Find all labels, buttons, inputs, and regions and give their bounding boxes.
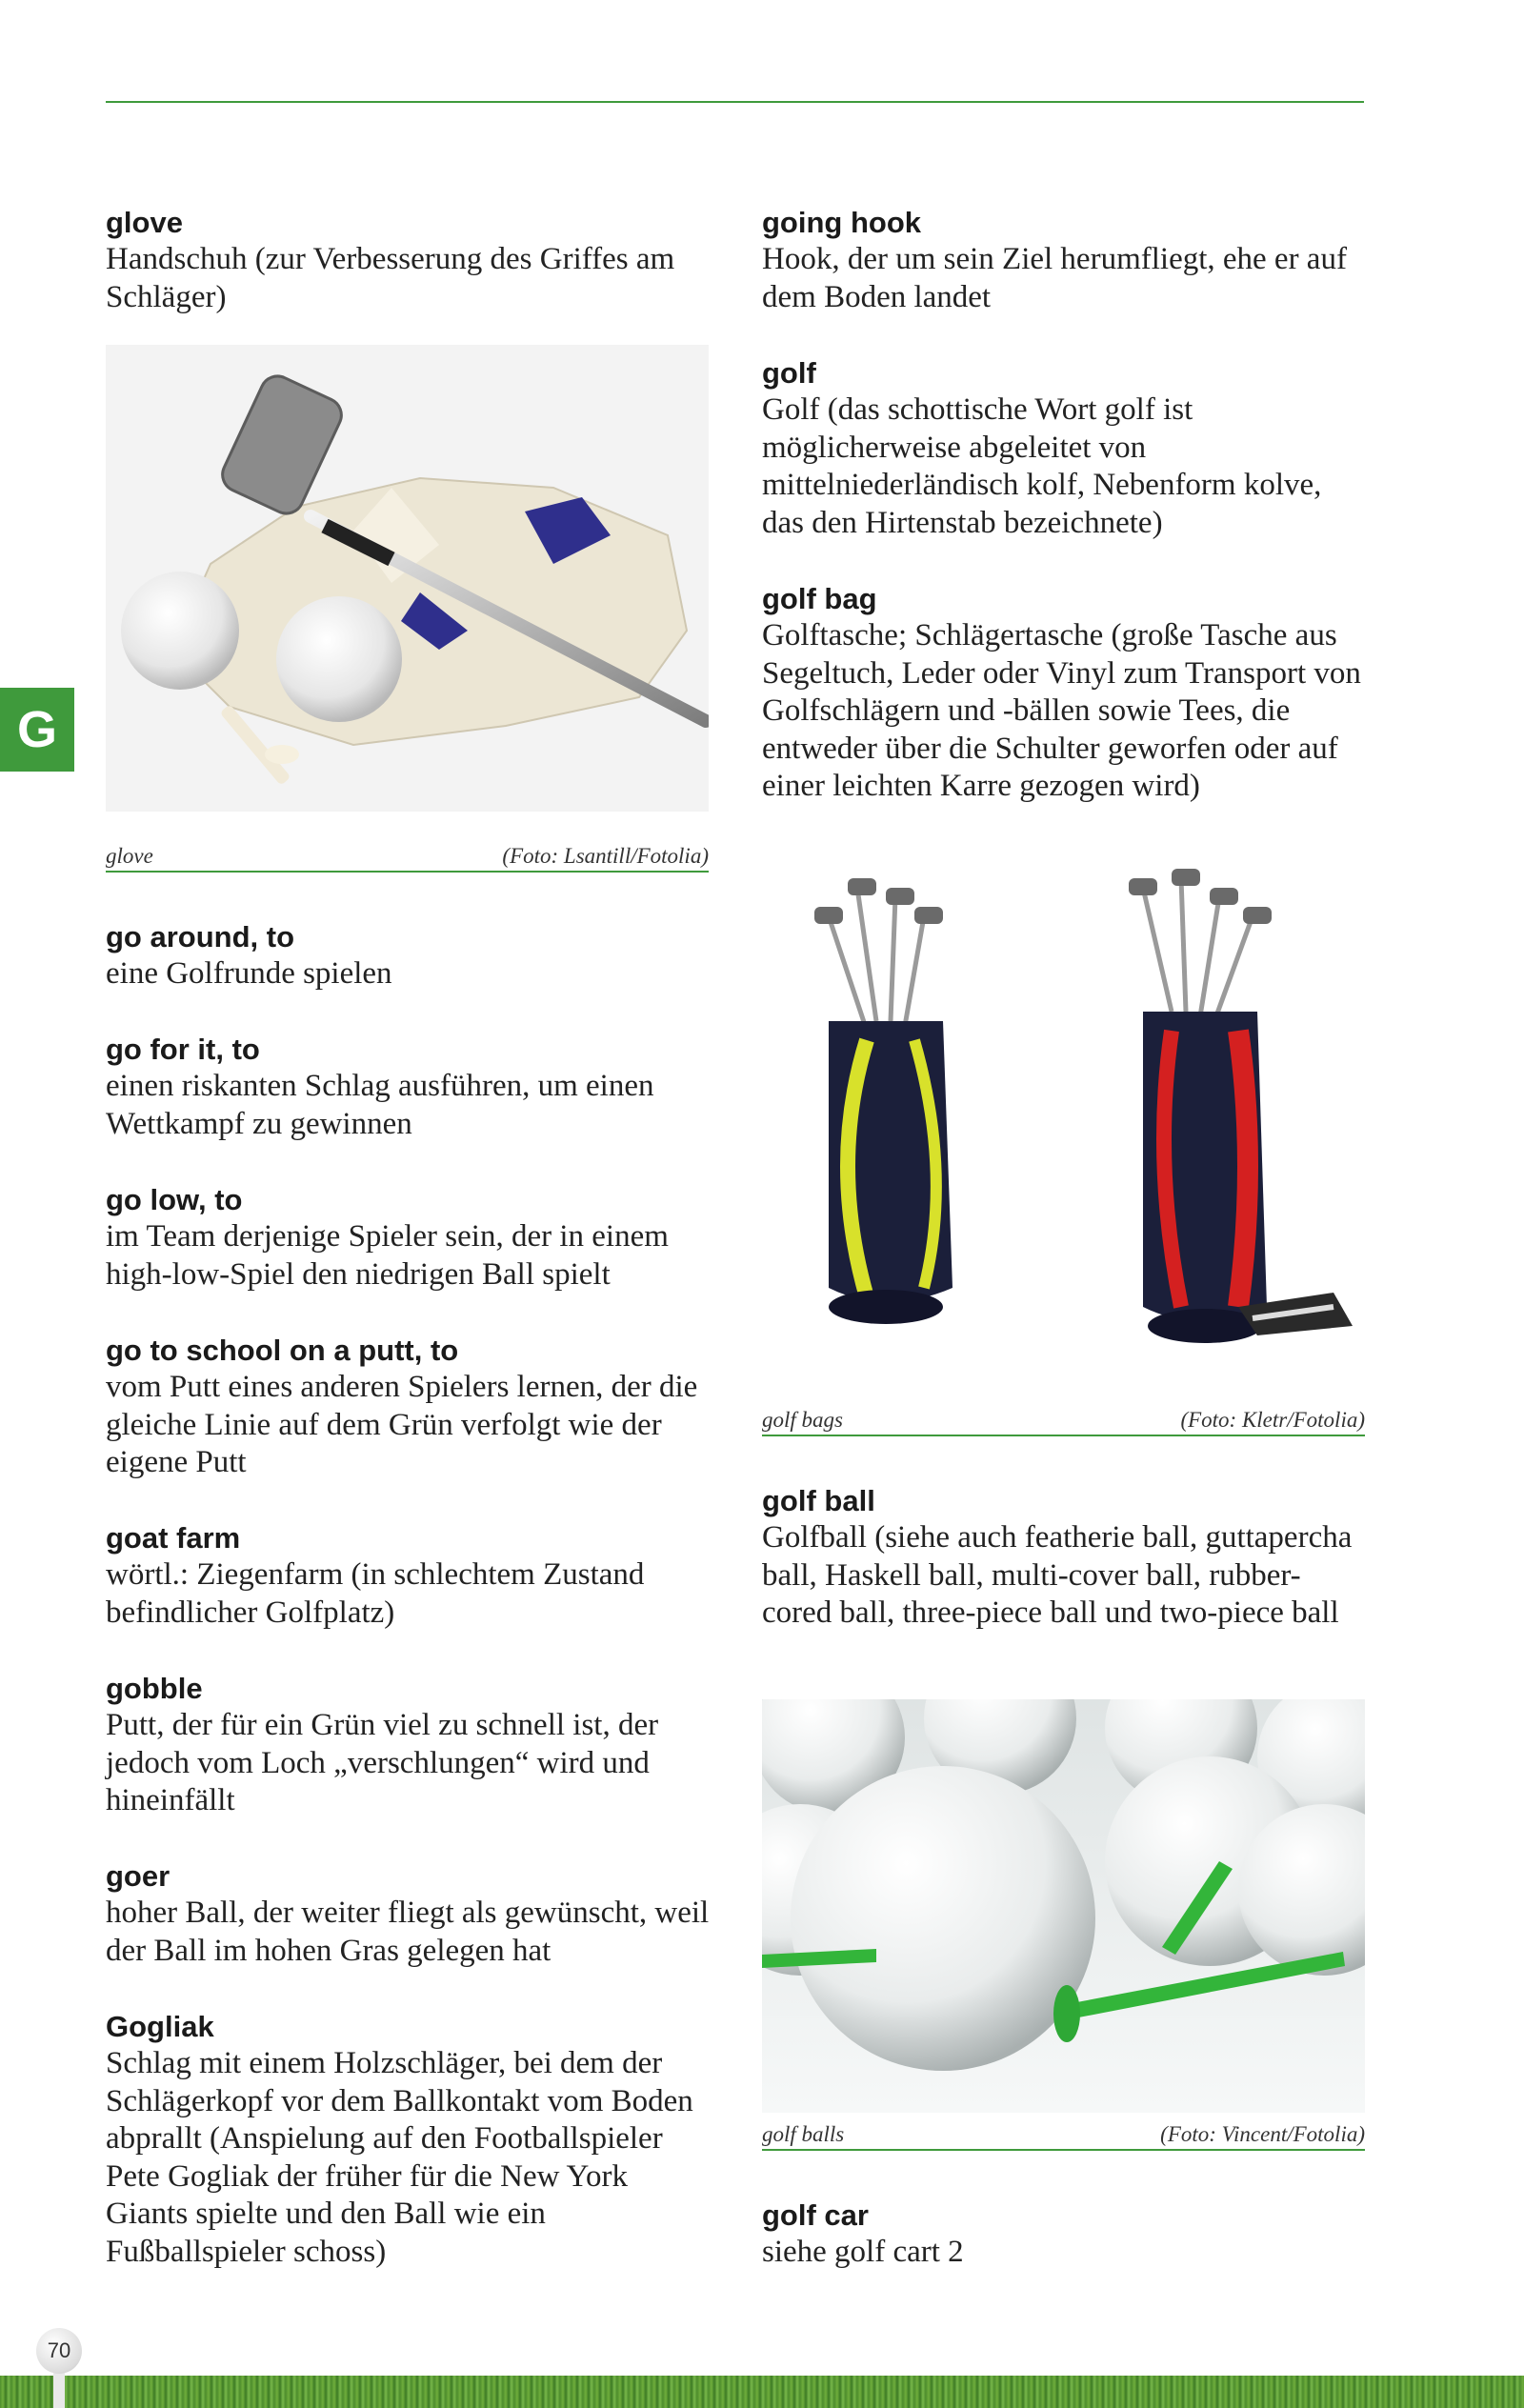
golf-balls-photo	[762, 1699, 1365, 2113]
entry-go-around	[106, 918, 712, 993]
entry-golf	[762, 354, 1368, 542]
entry-gobble	[106, 1670, 712, 1820]
caption-credit: (Foto: Vincent/Fotolia)	[1160, 2122, 1365, 2146]
definition: Handschuh (zur Verbesserung des Griffes am Schläger)	[106, 242, 675, 314]
definition: Hook, der um sein Ziel herumfliegt, ehe er auf dem Boden landet	[762, 242, 1347, 314]
term: go around, to	[106, 920, 295, 953]
definition: Schlag mit einem Holzschläger, bei dem der Schlägerkopf vor dem Ballkontakt vom Boden abprallt (Anspielung auf den Footballspieler Pete Gogliak der früher für die New York Giants spielte und den Ball wie ein Fußballspieler schoss)	[106, 2046, 693, 2269]
term: go to school on a putt, to	[106, 1334, 459, 1367]
entry-go-low	[106, 1181, 712, 1294]
entry-go-for-it	[106, 1031, 712, 1143]
term: golf	[762, 356, 816, 390]
entry-goer	[106, 1857, 712, 1970]
definition: Golf (das schottische Wort golf ist möglicherweise abgeleitet von mittelniederländisch kolf, Nebenform kolve, das den Hirtenstab bezeichnete)	[762, 392, 1322, 540]
term: golf bag	[762, 582, 877, 615]
entry-goat-farm	[106, 1519, 712, 1632]
term: go for it, to	[106, 1033, 260, 1066]
section-letter-tab: G	[0, 688, 74, 772]
golf-balls-caption	[762, 2118, 1365, 2151]
entry-golf-car	[762, 2197, 1368, 2272]
term: gobble	[106, 1672, 203, 1705]
definition: Golftasche; Schlägertasche (große Tasche aus Segeltuch, Leder oder Vinyl zum Transport von Golfschlägern und -bällen sowie Tees, die entweder über die Schulter geworfen oder auf einer leichten Karre gezogen wird)	[762, 618, 1361, 803]
caption-label: golf bags	[762, 1408, 843, 1432]
definition: Golfball (siehe auch featherie ball, guttapercha ball, Haskell ball, multi-cover ball, rubber-cored ball, three-piece ball und two-piece ball	[762, 1520, 1353, 1630]
grass-footer	[0, 2376, 1524, 2408]
definition: einen riskanten Schlag ausführen, um einen Wettkampf zu gewinnen	[106, 1069, 654, 1141]
definition: im Team derjenige Spieler sein, der in einem high-low-Spiel den niedrigen Ball spielt	[106, 1219, 669, 1292]
caption-credit: (Foto: Lsantill/Fotolia)	[502, 844, 709, 868]
term: goer	[106, 1859, 170, 1893]
term: golf car	[762, 2198, 869, 2232]
entry-gogliak	[106, 2008, 712, 2271]
entry-golf-bag	[762, 580, 1368, 806]
glove-caption	[106, 840, 709, 873]
term: go low, to	[106, 1183, 243, 1216]
golf-bags-photo	[762, 859, 1365, 1393]
golf-tee-icon	[53, 2370, 65, 2408]
caption-label: golf balls	[762, 2122, 845, 2146]
caption-label: glove	[106, 844, 153, 868]
term: going hook	[762, 206, 922, 239]
definition: wörtl.: Ziegenfarm (in schlechtem Zustand befindlicher Golfplatz)	[106, 1557, 645, 1630]
definition: vom Putt eines anderen Spielers lernen, der die gleiche Linie auf dem Grün verfolgt wie der eigene Putt	[106, 1370, 698, 1479]
term: goat farm	[106, 1521, 241, 1555]
term: golf ball	[762, 1484, 875, 1517]
entry-golf-ball	[762, 1482, 1368, 1633]
definition: Putt, der für ein Grün viel zu schnell ist, der jedoch vom Loch „verschlungen“ wird und hineinfällt	[106, 1708, 659, 1817]
term: glove	[106, 206, 183, 239]
term: Gogliak	[106, 2010, 214, 2043]
definition: eine Golfrunde spielen	[106, 956, 392, 991]
golf-bags-caption	[762, 1404, 1365, 1436]
top-rule	[106, 101, 1364, 103]
caption-credit: (Foto: Kletr/Fotolia)	[1180, 1408, 1365, 1432]
entry-go-to-school	[106, 1332, 712, 1482]
glove-photo	[106, 345, 709, 812]
entry-going-hook	[762, 204, 1368, 316]
entry-glove	[106, 204, 712, 316]
page-number: 70	[36, 2328, 82, 2374]
definition: siehe golf cart 2	[762, 2235, 964, 2269]
definition: hoher Ball, der weiter fliegt als gewünscht, weil der Ball im hohen Gras gelegen hat	[106, 1896, 710, 1968]
